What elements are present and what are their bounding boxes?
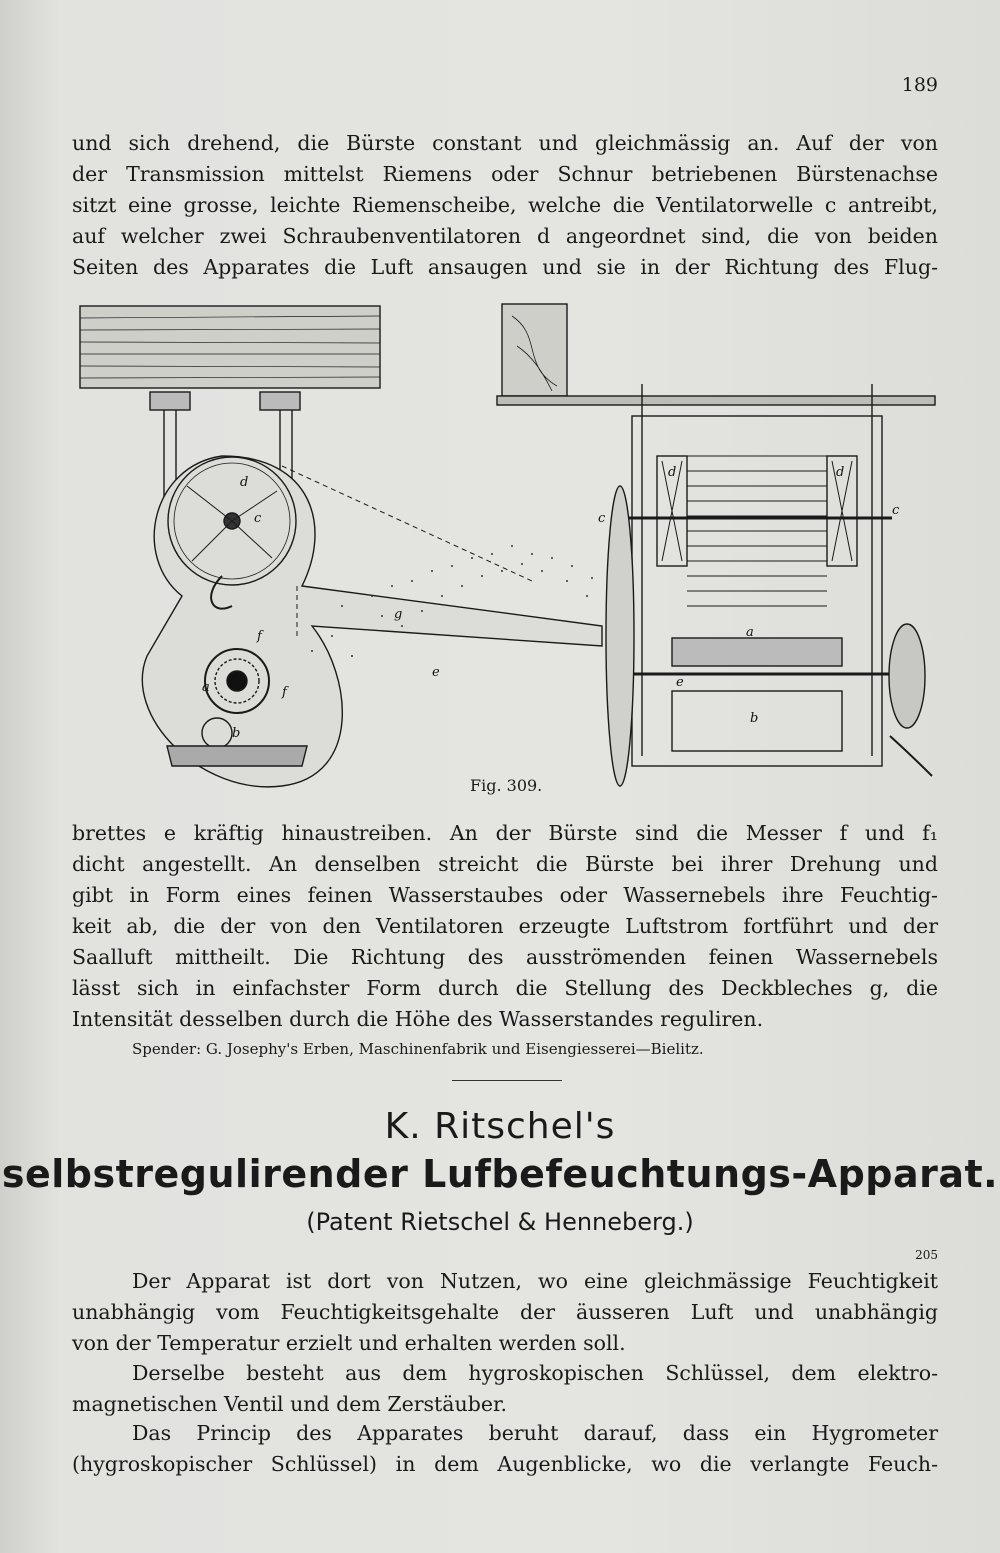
apparatus-housing	[142, 456, 602, 787]
page-number: 189	[901, 74, 938, 96]
section-divider	[452, 1080, 562, 1081]
text-line: Der Apparat ist dort von Nutzen, wo eine gleichmässige Feuchtigkeit	[132, 1269, 938, 1293]
figure-309-illustration	[72, 296, 938, 816]
figure-label: e	[676, 675, 684, 690]
figure-label: c	[892, 503, 900, 518]
text-line: Intensität desselben durch die Höhe des Wasserstandes reguliren.	[72, 1007, 764, 1031]
text-line: unabhängig vom Feuchtigkeitsgehalte der äusseren Luft und unabhängig	[72, 1300, 938, 1324]
text-line: Das Princip des Apparates beruht darauf, dass ein Hygrometer	[132, 1421, 938, 1445]
section-title-line1: K. Ritschel's	[384, 1106, 616, 1147]
wood-block	[502, 304, 567, 396]
figure-label: b	[750, 711, 759, 726]
paragraph-description	[72, 818, 938, 1035]
text-line: (hygroskopischer Schlüssel) in dem Augenblicke, wo die verlangte Feuch-	[72, 1452, 938, 1476]
shelf-board	[497, 396, 935, 405]
text-line: und sich drehend, die Bürste constant und gleichmässig an. Auf der von	[72, 131, 938, 155]
figure-label: d	[668, 465, 677, 480]
paragraph-intro	[72, 128, 938, 283]
paragraph-principle	[72, 1418, 938, 1480]
text-line: dicht angestellt. An denselben streicht die Bürste bei ihrer Drehung und	[72, 852, 938, 876]
donor-note: Spender: G. Josephy's Erben, Maschinenfabrik und Eisengiesserei—Bielitz.	[132, 1040, 704, 1058]
figure-label: e	[432, 665, 440, 680]
paragraph-components	[72, 1358, 938, 1420]
section-title-line2: selbstregulirender Lufbefeuchtungs-Apparat.	[1, 1152, 999, 1196]
text-line: gibt in Form eines feinen Wasserstaubes oder Wassernebels ihre Feuchtig-	[72, 883, 938, 907]
hand-wheel	[889, 624, 925, 728]
belt-pulley	[606, 486, 634, 786]
figure-label: a	[202, 680, 210, 695]
figure-label: c	[598, 511, 606, 526]
section-subtitle: (Patent Rietschel & Henneberg.)	[306, 1208, 694, 1236]
figure-label: g	[394, 607, 403, 622]
figure-caption: Fig. 309.	[470, 776, 543, 795]
figure-label: d	[240, 475, 249, 490]
figure-label: b	[232, 726, 241, 741]
text-line: sitzt eine grosse, leichte Riemenscheibe, welche die Ventilatorwelle c antreibt,	[72, 193, 938, 217]
figure-label: f	[257, 629, 262, 644]
text-line: brettes e kräftig hinaustreiben. An der Bürste sind die Messer f und f₁	[72, 821, 938, 845]
text-line: magnetischen Ventil und dem Zerstäuber.	[72, 1392, 508, 1416]
text-line: Derselbe besteht aus dem hygroskopischen Schlüssel, dem elektro-	[132, 1361, 938, 1385]
text-line: auf welcher zwei Schraubenventilatoren d angeordnet sind, die von beiden	[72, 224, 938, 248]
text-line: lässt sich in einfachster Form durch die Stellung des Deckbleches g, die	[72, 976, 938, 1000]
margin-number: 205	[915, 1248, 938, 1262]
water-trough	[167, 746, 307, 766]
ceiling-beam	[80, 306, 380, 388]
figure-label: a	[746, 625, 754, 640]
text-line: Seiten des Apparates die Luft ansaugen und sie in der Richtung des Flug-	[72, 255, 938, 279]
text-line: Saalluft mittheilt. Die Richtung des ausströmenden feinen Wassernebels	[72, 945, 938, 969]
text-line: der Transmission mittelst Riemens oder Schnur betriebenen Bürstenachse	[72, 162, 938, 186]
figure-label: d	[836, 465, 845, 480]
figure-label: f	[282, 685, 287, 700]
paragraph-purpose	[72, 1266, 938, 1359]
brush-cylinder	[672, 638, 842, 666]
figure-label: c	[254, 511, 262, 526]
text-line: keit ab, die der von den Ventilatoren erzeugte Luftstrom fortführt und der	[72, 914, 938, 938]
text-line: von der Temperatur erzielt und erhalten werden soll.	[72, 1331, 626, 1355]
